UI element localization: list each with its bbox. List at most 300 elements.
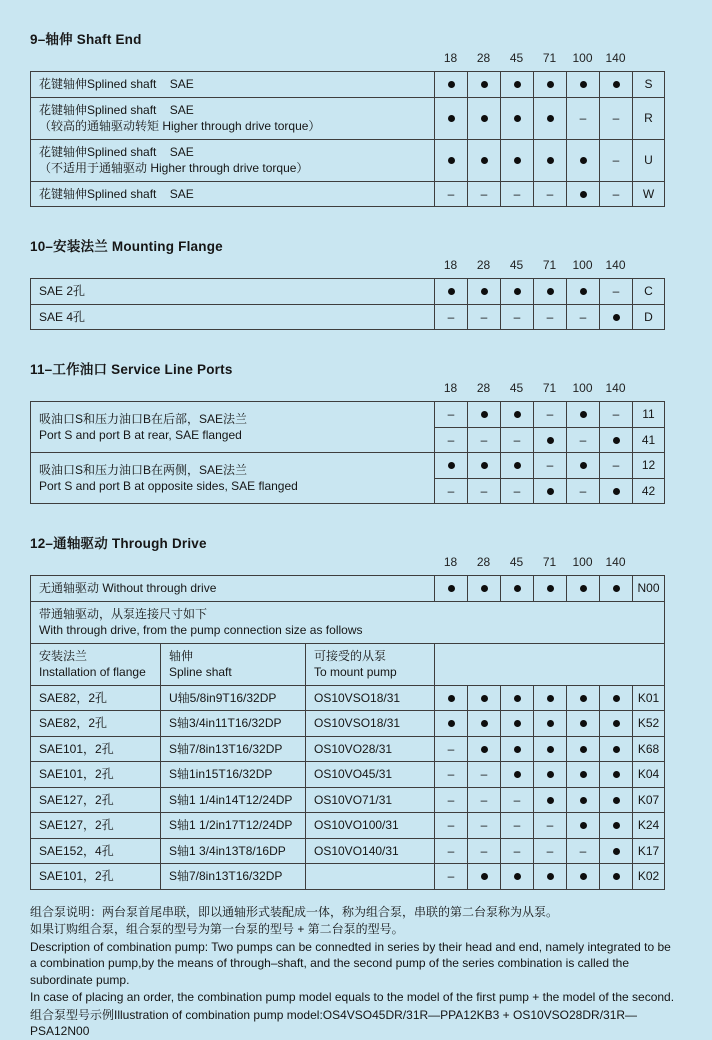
availability-dash-cell: – <box>435 787 468 813</box>
availability-dash-cell: – <box>468 478 501 504</box>
size-column-label: 71 <box>542 381 557 395</box>
availability-dot-cell <box>567 762 600 788</box>
row-label <box>31 181 435 207</box>
availability-dot-cell <box>600 72 633 98</box>
dot-icon <box>481 695 488 702</box>
availability-dot-cell <box>567 736 600 762</box>
row-label-line: OS10VSO18/31 <box>314 690 401 705</box>
availability-dot-cell <box>567 139 600 181</box>
availability-dash-cell: – <box>501 813 534 839</box>
row-label <box>31 97 435 139</box>
dot-icon <box>514 288 521 295</box>
availability-dot-cell <box>600 864 633 890</box>
spec-row <box>31 97 665 139</box>
availability-dot-cell <box>435 72 468 98</box>
size-column-label: 45 <box>509 51 524 65</box>
dot-icon <box>547 288 554 295</box>
dot-icon <box>580 746 587 753</box>
dot-icon <box>481 157 488 164</box>
row-label-line: S轴1in15T16/32DP <box>169 767 273 781</box>
row-label <box>31 304 435 330</box>
row-label-line: SAE127，2孔 <box>39 818 114 832</box>
availability-dot-cell <box>468 139 501 181</box>
row-label-line: OS10VO100/31 <box>314 818 399 832</box>
availability-dot-cell <box>534 762 567 788</box>
dot-icon <box>514 720 521 727</box>
availability-dash-cell: – <box>468 787 501 813</box>
row-label-line: S轴1 3/4in13T8/16DP <box>169 843 286 858</box>
section-title-service-line-ports: 11–工作油口 Service Line Ports <box>30 362 233 377</box>
spec-row <box>31 736 665 762</box>
availability-dot-cell <box>435 453 468 479</box>
spec-row <box>31 402 665 428</box>
section-mounting-flange <box>30 235 664 330</box>
dot-icon <box>481 411 488 418</box>
dot-icon <box>613 771 620 778</box>
spec-row <box>31 813 665 839</box>
dot-icon <box>448 462 455 469</box>
section-through-drive <box>30 532 664 890</box>
row-label-line: S轴1 1/4in14T12/24DP <box>169 792 293 807</box>
dot-icon <box>481 115 488 122</box>
dot-icon <box>448 585 455 592</box>
dot-icon <box>514 695 521 702</box>
dot-icon <box>613 746 620 753</box>
dot-icon <box>580 288 587 295</box>
availability-dot-cell <box>534 427 567 453</box>
availability-dash-cell: – <box>501 304 534 330</box>
flange-cell <box>31 685 161 711</box>
availability-dash-cell: – <box>534 453 567 479</box>
dot-icon <box>514 81 521 88</box>
availability-dot-cell <box>501 72 534 98</box>
section-title-shaft-end: 9–轴伸 Shaft End <box>30 32 142 47</box>
option-code: K17 <box>633 838 665 864</box>
dot-icon <box>448 695 455 702</box>
availability-dot-cell <box>468 685 501 711</box>
availability-dot-cell <box>600 838 633 864</box>
dot-icon <box>580 585 587 592</box>
mount-pump-cell <box>306 838 435 864</box>
size-column-label: 28 <box>476 258 491 272</box>
row-label-line: SAE82，2孔 <box>39 716 108 730</box>
option-code: R <box>633 97 665 139</box>
row-label-line: SAE127，2孔 <box>39 792 114 807</box>
flange-cell <box>31 762 161 788</box>
dot-icon <box>514 157 521 164</box>
dot-icon <box>547 115 554 122</box>
availability-dot-cell <box>600 787 633 813</box>
dot-icon <box>481 81 488 88</box>
dot-icon <box>547 873 554 880</box>
availability-dot-cell <box>600 304 633 330</box>
availability-dot-cell <box>567 864 600 890</box>
dot-icon <box>613 797 620 804</box>
size-column-label: 140 <box>605 258 626 272</box>
availability-dot-cell <box>534 279 567 305</box>
option-code: 11 <box>633 402 665 428</box>
size-column-label: 71 <box>542 555 557 569</box>
availability-dot-cell <box>567 576 600 602</box>
spec-row <box>31 601 665 643</box>
dot-icon <box>448 81 455 88</box>
availability-dash-cell: – <box>435 838 468 864</box>
dot-icon <box>613 585 620 592</box>
dot-icon <box>514 585 521 592</box>
spec-row <box>31 139 665 181</box>
availability-dot-cell <box>468 711 501 737</box>
shaft-cell <box>161 787 306 813</box>
availability-dash-cell: – <box>435 864 468 890</box>
availability-dash-cell: – <box>534 402 567 428</box>
row-label-line: S轴1 1/2in17T12/24DP <box>169 818 293 832</box>
row-label-line: 花键轴伸Splined shaft SAE <box>39 186 194 201</box>
availability-dot-cell <box>534 864 567 890</box>
footer-text-line: 组合泵说明：两台泵首尾串联，即以通轴形式装配成一体，称为组合泵，串联的第二台泵称为从泵。 <box>30 904 559 919</box>
availability-dash-cell: – <box>468 813 501 839</box>
option-code: K01 <box>633 685 665 711</box>
dot-icon <box>481 288 488 295</box>
row-label-line: 带通轴驱动，从泵连接尺寸如下 <box>39 606 208 621</box>
mount-pump-cell <box>306 736 435 762</box>
spec-row <box>31 304 665 330</box>
flange-cell <box>31 736 161 762</box>
dot-icon <box>580 873 587 880</box>
mount-pump-cell <box>306 711 435 737</box>
flange-cell <box>31 711 161 737</box>
size-column-label: 100 <box>572 258 593 272</box>
option-code: S <box>633 72 665 98</box>
availability-dash-cell: – <box>567 478 600 504</box>
dot-icon <box>580 797 587 804</box>
dot-icon <box>580 462 587 469</box>
availability-dash-cell: – <box>600 279 633 305</box>
row-label-line: （较高的通轴驱动转矩 Higher through drive torque） <box>39 119 321 133</box>
availability-dot-cell <box>534 576 567 602</box>
row-label-line: SAE 4孔 <box>39 309 86 324</box>
row-label-line: 花键轴伸Splined shaft SAE <box>39 144 194 159</box>
availability-dash-cell: – <box>501 427 534 453</box>
dot-icon <box>547 585 554 592</box>
availability-dash-cell: – <box>501 838 534 864</box>
availability-dash-cell: – <box>435 478 468 504</box>
no-through-drive-label <box>31 576 435 602</box>
row-label-line: U轴5/8in9T16/32DP <box>169 690 277 705</box>
spec-row <box>31 685 665 711</box>
size-column-label: 100 <box>572 51 593 65</box>
dot-icon <box>613 873 620 880</box>
shaft-cell <box>161 762 306 788</box>
spec-row <box>31 864 665 890</box>
dot-icon <box>613 822 620 829</box>
availability-dot-cell <box>534 72 567 98</box>
dot-icon <box>547 797 554 804</box>
dot-icon <box>613 720 620 727</box>
availability-dot-cell <box>468 576 501 602</box>
availability-dot-cell <box>501 864 534 890</box>
row-label-line: S轴7/8in13T16/32DP <box>169 869 283 883</box>
availability-dash-cell: – <box>567 838 600 864</box>
row-label-line: 吸油口S和压力油口B在两侧，SAE法兰 <box>39 462 248 477</box>
dot-icon <box>514 771 521 778</box>
availability-dot-cell <box>567 453 600 479</box>
mounting-flange-table <box>30 278 665 330</box>
option-code: U <box>633 139 665 181</box>
option-code: K68 <box>633 736 665 762</box>
availability-dash-cell: – <box>501 181 534 207</box>
dot-icon <box>514 462 521 469</box>
dot-icon <box>580 191 587 198</box>
dot-icon <box>481 585 488 592</box>
dot-icon <box>547 81 554 88</box>
flange-cell <box>31 864 161 890</box>
availability-dash-cell: – <box>468 304 501 330</box>
column-header <box>161 643 306 685</box>
dot-icon <box>448 288 455 295</box>
size-column-label: 45 <box>509 555 524 569</box>
row-label-line: 吸油口S和压力油口B在后部，SAE法兰 <box>39 411 248 426</box>
availability-dash-cell: – <box>600 453 633 479</box>
row-label-line: 安装法兰 <box>39 648 88 663</box>
dot-icon <box>580 81 587 88</box>
size-header-shaft-end <box>434 51 664 67</box>
option-code: 42 <box>633 478 665 504</box>
availability-dash-cell: – <box>468 181 501 207</box>
availability-dash-cell: – <box>435 402 468 428</box>
availability-dot-cell <box>501 97 534 139</box>
row-label-line: Spline shaft <box>169 665 232 679</box>
availability-dash-cell: – <box>435 427 468 453</box>
availability-dash-cell: – <box>435 736 468 762</box>
dot-icon <box>613 848 620 855</box>
option-code: W <box>633 181 665 207</box>
row-label-line: 花键轴伸Splined shaft SAE <box>39 102 194 117</box>
row-label-line: OS10VO45/31 <box>314 767 393 781</box>
option-code: N00 <box>633 576 665 602</box>
row-label-line: With through drive, from the pump connection size as follows <box>39 623 363 637</box>
availability-dot-cell <box>534 787 567 813</box>
size-column-label: 140 <box>605 555 626 569</box>
availability-dot-cell <box>600 736 633 762</box>
size-column-label: 18 <box>443 555 458 569</box>
dot-icon <box>580 157 587 164</box>
row-label-line: SAE 2孔 <box>39 284 86 298</box>
row-label-line: S轴3/4in11T16/32DP <box>169 716 282 730</box>
dot-icon <box>448 157 455 164</box>
dot-icon <box>547 771 554 778</box>
size-column-label: 18 <box>443 51 458 65</box>
shaft-cell <box>161 736 306 762</box>
availability-dot-cell <box>501 402 534 428</box>
spec-row <box>31 72 665 98</box>
row-label-line: OS10VO140/31 <box>314 843 399 858</box>
size-header-service-line-ports <box>434 381 664 397</box>
availability-dot-cell <box>534 711 567 737</box>
availability-dot-cell <box>435 279 468 305</box>
row-label-line: 花键轴伸Splined shaft SAE <box>39 77 194 91</box>
section-title-through-drive: 12–通轴驱动 Through Drive <box>30 536 207 551</box>
size-column-label: 28 <box>476 381 491 395</box>
footer-text-line: 组合泵型号示例Illustration of combination pump model:OS4VSO45DR/31R—PPA12KB3 + OS10VSO28DR/31R—PSA12N00 <box>30 1007 638 1038</box>
dot-icon <box>613 695 620 702</box>
availability-dot-cell <box>534 97 567 139</box>
availability-dot-cell <box>600 762 633 788</box>
availability-dot-cell <box>501 139 534 181</box>
availability-dash-cell: – <box>567 304 600 330</box>
availability-dash-cell: – <box>600 402 633 428</box>
row-label-line: SAE82，2孔 <box>39 690 108 705</box>
footer-text-line: Description of combination pump: Two pumps can be connedted in series by their head and end, namely integrated to be a combination pump,by the means of through–shaft, and the second pump of the series combination is called the subordinate pump. <box>30 939 671 987</box>
availability-dash-cell: – <box>501 478 534 504</box>
availability-dash-cell: – <box>600 139 633 181</box>
availability-dot-cell <box>534 139 567 181</box>
dot-icon <box>514 873 521 880</box>
availability-dot-cell <box>468 453 501 479</box>
row-label-line: SAE101，2孔 <box>39 767 114 781</box>
availability-dash-cell: – <box>468 762 501 788</box>
option-code: K52 <box>633 711 665 737</box>
row-label-line: （不适用于通轴驱动 Higher through drive torque） <box>39 161 309 175</box>
availability-dot-cell <box>600 478 633 504</box>
availability-dot-cell <box>600 813 633 839</box>
availability-dot-cell <box>501 279 534 305</box>
availability-dash-cell: – <box>567 97 600 139</box>
availability-dash-cell: – <box>435 762 468 788</box>
availability-dot-cell <box>468 736 501 762</box>
availability-dot-cell <box>435 685 468 711</box>
availability-dot-cell <box>435 97 468 139</box>
availability-dash-cell: – <box>600 97 633 139</box>
spec-row <box>31 787 665 813</box>
flange-cell <box>31 813 161 839</box>
row-label-line: SAE152，4孔 <box>39 843 114 858</box>
size-column-label: 45 <box>509 381 524 395</box>
empty-header-cell <box>435 643 665 685</box>
mount-pump-cell <box>306 685 435 711</box>
availability-dot-cell <box>501 453 534 479</box>
availability-dot-cell <box>600 576 633 602</box>
combination-pump-notes <box>30 904 678 1040</box>
size-column-label: 71 <box>542 51 557 65</box>
availability-dot-cell <box>435 711 468 737</box>
dot-icon <box>448 720 455 727</box>
availability-dot-cell <box>534 685 567 711</box>
availability-dot-cell <box>501 711 534 737</box>
dot-icon <box>514 411 521 418</box>
spec-row <box>31 762 665 788</box>
row-label <box>31 402 435 453</box>
spec-row <box>31 576 665 602</box>
shaft-end-table <box>30 71 665 207</box>
availability-dash-cell: – <box>468 838 501 864</box>
dot-icon <box>481 720 488 727</box>
with-through-drive-note <box>31 601 665 643</box>
availability-dot-cell <box>567 711 600 737</box>
spec-row <box>31 279 665 305</box>
section-shaft-end <box>30 28 664 207</box>
mount-pump-cell <box>306 762 435 788</box>
availability-dot-cell <box>567 787 600 813</box>
option-code: K04 <box>633 762 665 788</box>
row-label-line: SAE101，2孔 <box>39 869 114 883</box>
dot-icon <box>481 873 488 880</box>
spec-row <box>31 838 665 864</box>
dot-icon <box>580 695 587 702</box>
dot-icon <box>547 157 554 164</box>
dot-icon <box>580 411 587 418</box>
availability-dot-cell <box>501 736 534 762</box>
availability-dash-cell: – <box>435 181 468 207</box>
dot-icon <box>448 115 455 122</box>
availability-dot-cell <box>534 736 567 762</box>
availability-dot-cell <box>567 279 600 305</box>
availability-dot-cell <box>567 181 600 207</box>
column-header <box>306 643 435 685</box>
shaft-cell <box>161 864 306 890</box>
size-column-label: 71 <box>542 258 557 272</box>
spec-row <box>31 453 665 479</box>
mount-pump-cell <box>306 787 435 813</box>
availability-dot-cell <box>600 685 633 711</box>
row-label-line: OS10VO28/31 <box>314 741 393 756</box>
availability-dash-cell: – <box>534 813 567 839</box>
row-label-line: Port S and port B at rear, SAE flanged <box>39 428 242 442</box>
dot-icon <box>481 746 488 753</box>
row-label-line: 无通轴驱动 Without through drive <box>39 581 217 595</box>
dot-icon <box>580 720 587 727</box>
flange-cell <box>31 838 161 864</box>
availability-dash-cell: – <box>435 304 468 330</box>
availability-dash-cell: – <box>468 427 501 453</box>
size-column-label: 18 <box>443 381 458 395</box>
mount-pump-cell <box>306 813 435 839</box>
row-label-line: Port S and port B at opposite sides, SAE flanged <box>39 479 298 493</box>
availability-dot-cell <box>567 813 600 839</box>
dot-icon <box>580 771 587 778</box>
option-code: D <box>633 304 665 330</box>
size-column-label: 45 <box>509 258 524 272</box>
availability-dash-cell: – <box>534 304 567 330</box>
size-header-through-drive <box>434 555 664 571</box>
column-header <box>31 643 161 685</box>
dot-icon <box>613 314 620 321</box>
shaft-cell <box>161 813 306 839</box>
row-label-line: Installation of flange <box>39 665 146 679</box>
footer-text-line: 如果订购组合泵，组合泵的型号为第一台泵的型号 + 第二台泵的型号。 <box>30 922 404 936</box>
availability-dot-cell <box>468 864 501 890</box>
size-column-label: 100 <box>572 381 593 395</box>
availability-dot-cell <box>468 97 501 139</box>
availability-dot-cell <box>435 576 468 602</box>
availability-dot-cell <box>468 402 501 428</box>
availability-dot-cell <box>600 427 633 453</box>
footer-text-line: In case of placing an order, the combination pump model equals to the model of the first pump + the model of the second. <box>30 990 675 1004</box>
availability-dot-cell <box>468 72 501 98</box>
row-label <box>31 279 435 305</box>
dot-icon <box>613 81 620 88</box>
option-code: 41 <box>633 427 665 453</box>
row-label-line: OS10VSO18/31 <box>314 716 401 730</box>
availability-dot-cell <box>468 279 501 305</box>
dot-icon <box>580 822 587 829</box>
flange-cell <box>31 787 161 813</box>
dot-icon <box>547 746 554 753</box>
section-title-mounting-flange: 10–安装法兰 Mounting Flange <box>30 239 223 254</box>
option-code: K07 <box>633 787 665 813</box>
mount-pump-cell <box>306 864 435 890</box>
availability-dash-cell: – <box>501 787 534 813</box>
availability-dot-cell <box>435 139 468 181</box>
